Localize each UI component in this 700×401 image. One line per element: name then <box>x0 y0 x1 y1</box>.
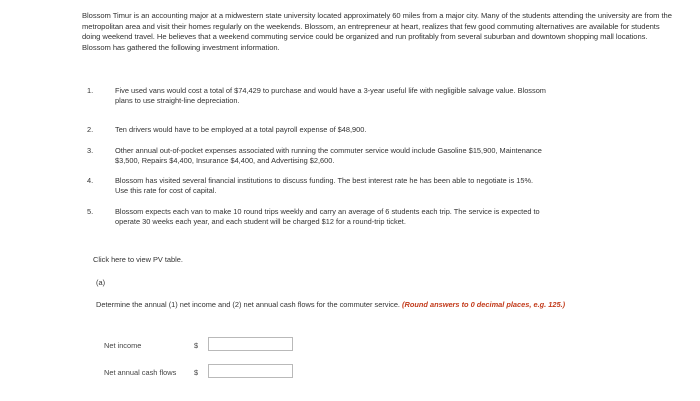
list-item-text: Five used vans would cost a total of $74,429 to purchase and would have a 3-year useful life with negligible salvage value. Blossom plans to use straight-line depreciation. <box>115 86 546 106</box>
currency-symbol: $ <box>194 341 199 350</box>
list-item-text: Blossom has visited several financial institutions to discuss funding. The best interest rate he has been able to negotiate is 15%. Use this rate for cost of capital. <box>115 176 534 196</box>
list-item-number: 1. <box>87 86 94 95</box>
net-cash-flows-label: Net annual cash flows <box>104 368 177 377</box>
net-cash-flows-row <box>104 364 304 382</box>
list-item-number: 2. <box>87 125 94 134</box>
list-item-text: Other annual out-of-pocket expenses associated with running the commuter service would include Gasoline $15,900, Maintenance $3,500, Repairs $4,400, Insurance $4,400, and Advertising $2,600. <box>115 146 542 166</box>
net-income-row <box>104 337 304 355</box>
problem-intro: Blossom Timur is an accounting major at a midwestern state university located approximately 60 miles from a major city. Many of the students attending the university are from the metropolitan area and visit their homes regularly on the weekends. Blossom, an entrepreneur at heart, realizes that few good commuting alternatives are available for students doing weekend travel. He believes that a weekend commuting service could be organized and run profitably from several suburban and downtown shopping mall locations. Blossom has gathered the following investment information. <box>82 11 672 52</box>
question-text <box>96 300 596 310</box>
net-income-label: Net income <box>104 341 142 350</box>
pv-table-link[interactable]: Click here to view PV table. <box>93 255 183 264</box>
list-item-number: 5. <box>87 207 94 216</box>
net-cash-flows-input[interactable] <box>208 364 293 378</box>
list-item-number: 3. <box>87 146 94 155</box>
part-label: (a) <box>96 278 106 287</box>
net-income-input[interactable] <box>208 337 293 351</box>
question-body: Determine the annual (1) net income and (2) net annual cash flows for the commuter service. <box>96 300 403 309</box>
rounding-note: (Round answers to 0 decimal places, e.g. 125.) <box>402 300 566 309</box>
list-item-text: Ten drivers would have to be employed at a total payroll expense of $48,900. <box>115 125 367 134</box>
currency-symbol: $ <box>194 368 199 377</box>
list-item-text: Blossom expects each van to make 10 round trips weekly and carry an average of 6 students each trip. The service is expected to operate 30 weeks each year, and each student will be charged $12 for a round-trip ticket. <box>115 207 540 227</box>
list-item-number: 4. <box>87 176 94 185</box>
